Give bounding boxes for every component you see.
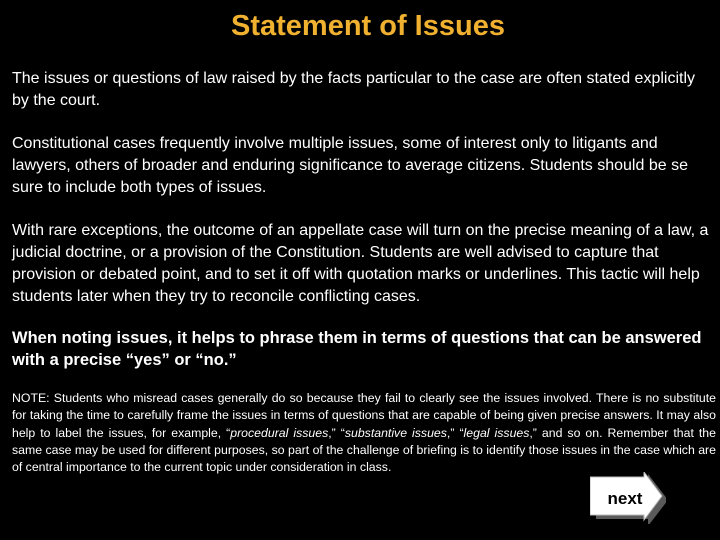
- note-text-1: NOTE: Students who misread cases generally do so because they fail to clearly see the issues involved. There is no substitute for taking the time to carefully frame the issues in terms of questions that are capable of being given precise answers. It may also help to label the issues, for example, “: [12, 391, 716, 440]
- note-text-4: ,” and so on. Remember that the same case may be used for different purposes, so part of the challenge of briefing is to identify those issues in the case which are of central importance to the current topic under consideration in class.: [12, 425, 716, 475]
- note-label-legal: legal issues: [463, 425, 530, 440]
- paragraph-issues-intro: The issues or questions of law raised by the facts particular to the case are often stated explicitly by the court.: [12, 70, 696, 109]
- slide-title: Statement of Issues: [231, 10, 505, 42]
- note-text-2: ,” “: [328, 425, 345, 440]
- note-label-substantive: substantive issues: [344, 425, 447, 440]
- paragraph-constitutional-cases: Constitutional cases frequently involve multiple issues, some of interest only to litigants and lawyers, others of broader and enduring significance to average citizens. Students should be se sure to include both types of issues.: [12, 135, 688, 196]
- paragraph-yes-no-questions: When noting issues, it helps to phrase them in terms of questions that can be answered with a precise “yes” or “no.”: [12, 329, 702, 369]
- note-label-procedural: procedural issues: [230, 425, 329, 440]
- next-button[interactable]: [590, 472, 666, 524]
- note-text-3: ,” “: [446, 425, 464, 440]
- note-paragraph: [12, 390, 716, 476]
- paragraph-appellate-outcome: With rare exceptions, the outcome of an appellate case will turn on the precise meaning of a law, a judicial doctrine, or a provision of the Constitution. Students are well advised to capture that provision or debated point, and to set it off with quotation marks or underlines. This tactic will help students later when they try to reconcile conflicting cases.: [12, 222, 709, 305]
- next-button-label: next: [607, 489, 643, 508]
